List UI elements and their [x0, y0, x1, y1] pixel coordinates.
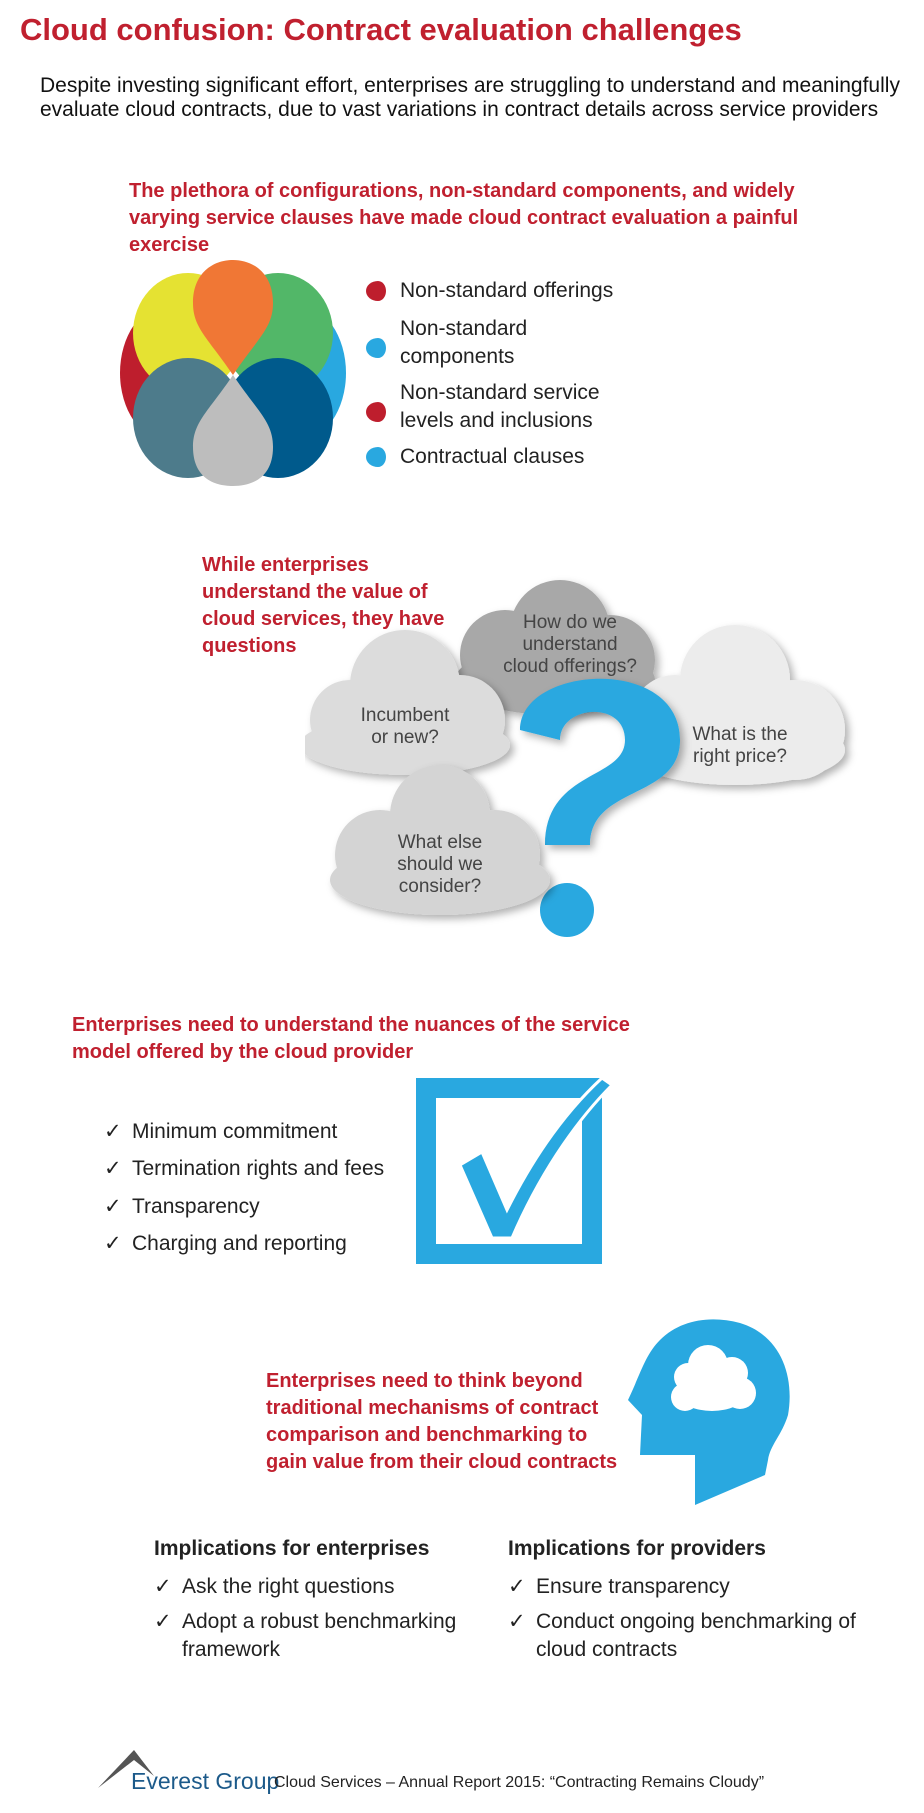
implication-item: ✓ Ensure transparency [508, 1573, 730, 1601]
implications-enterprises-title: Implications for enterprises [154, 1537, 430, 1560]
checkbox-check-icon [412, 1070, 617, 1265]
red-bullet-icon [366, 402, 386, 422]
blue-bullet-icon [366, 447, 386, 467]
section3-heading: Enterprises need to understand the nuances of the service model offered by the cloud provider [72, 1014, 630, 1063]
check-icon: ✓ [104, 1232, 122, 1255]
check-icon: ✓ [154, 1575, 172, 1598]
checklist-item: ✓ Minimum commitment [104, 1118, 337, 1146]
checklist-item: ✓ Termination rights and fees [104, 1155, 384, 1183]
section4-heading: Enterprises need to think beyond traditional mechanisms of contract comparison and benchmarking to gain value from their cloud contracts [266, 1370, 618, 1473]
section1-heading: The plethora of configurations, non-standard components, and widely varying service clauses have made cloud contract evaluation a painful exercise [129, 180, 799, 256]
intro-text: Despite investing significant effort, enterprises are struggling to understand and meaningfully evaluate cloud contracts, due to vast variations in contract details across service providers [40, 74, 900, 121]
checklist-item: ✓ Transparency [104, 1193, 260, 1221]
question-cloud: How do we understand cloud offerings? [503, 612, 637, 677]
implication-item: ✓ Conduct ongoing benchmarking of cloud contracts [508, 1608, 868, 1664]
check-icon: ✓ [508, 1610, 526, 1633]
blue-bullet-icon [366, 338, 386, 358]
question-cloud: What is the right price? [692, 724, 788, 767]
implication-item: ✓ Adopt a robust benchmarking framework [154, 1608, 494, 1664]
head-cloud-icon [620, 1315, 815, 1515]
implications-providers-title: Implications for providers [508, 1537, 766, 1560]
checklist-item: ✓ Charging and reporting [104, 1230, 347, 1258]
question-cloud: Incumbent or new? [360, 705, 450, 748]
check-icon: ✓ [154, 1610, 172, 1633]
check-icon: ✓ [508, 1575, 526, 1598]
implication-item: ✓ Ask the right questions [154, 1573, 394, 1601]
page-title: Cloud confusion: Contract evaluation challenges [20, 12, 742, 47]
check-icon: ✓ [104, 1120, 122, 1143]
flower-diagram [118, 258, 350, 488]
footer-citation: Cloud Services – Annual Report 2015: “Contracting Remains Cloudy” [274, 1774, 765, 1791]
check-icon: ✓ [104, 1195, 122, 1218]
section2-heading: While enterprises understand the value of cloud services, they have questions [202, 554, 445, 657]
question-cloud: What else should we consider? [397, 832, 483, 897]
footer-logo-text: Everest Group [131, 1768, 280, 1794]
red-bullet-icon [366, 281, 386, 301]
check-icon: ✓ [104, 1157, 122, 1180]
